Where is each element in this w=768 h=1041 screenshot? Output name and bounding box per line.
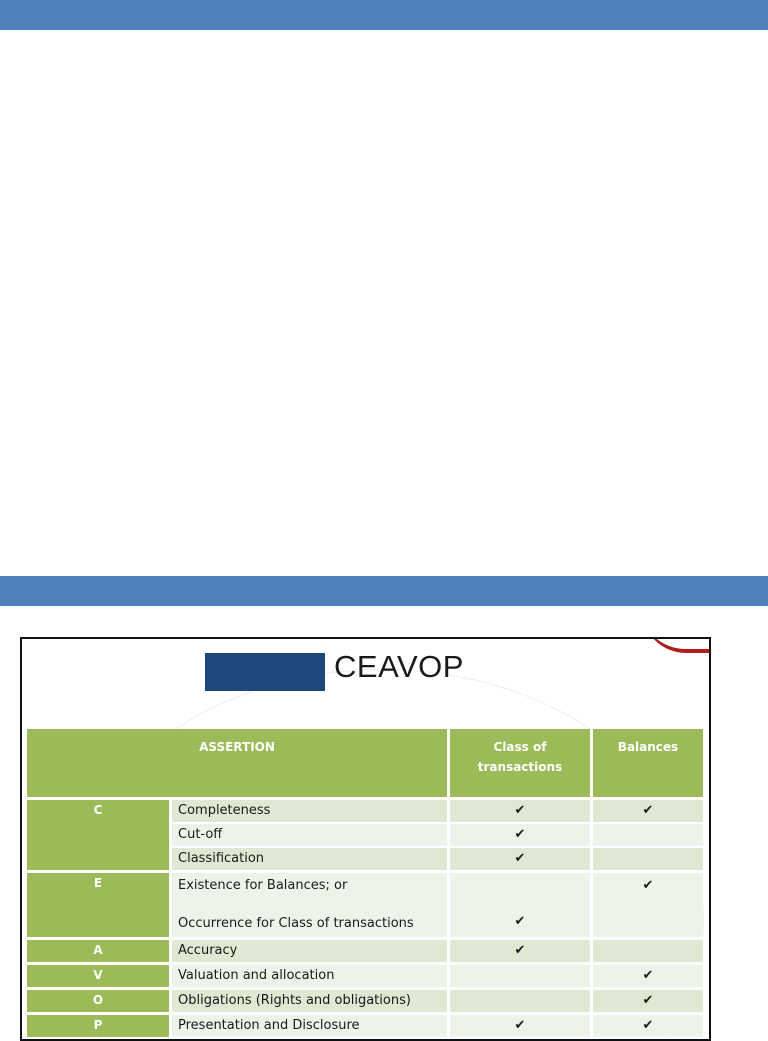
group-letter: O (27, 990, 172, 1012)
check-class: ✔ (450, 940, 593, 962)
table-row (172, 873, 703, 937)
check-class (450, 965, 593, 987)
slide-image (20, 637, 711, 1041)
group-v (27, 962, 703, 987)
group-c (27, 797, 703, 870)
table-row (172, 1015, 703, 1037)
row-label: Presentation and Disclosure (172, 1015, 450, 1037)
slide-title: CEAVOP (334, 649, 464, 684)
group-letter: V (27, 965, 172, 987)
table-header (27, 729, 703, 797)
group-p (27, 1012, 703, 1037)
check-balances (593, 873, 703, 937)
check-class (450, 873, 593, 937)
row-label: Obligations (Rights and obligations) (172, 990, 450, 1012)
top-blue-band (0, 0, 768, 30)
check-class (450, 990, 593, 1012)
table-row (172, 990, 703, 1012)
check-balances (593, 940, 703, 962)
assertions-table (27, 729, 703, 1037)
check-mark: ✔ (642, 878, 654, 893)
row-label: Cut-off (172, 824, 450, 846)
corner-red-arc (642, 637, 711, 653)
row-label: Completeness (172, 800, 450, 822)
check-class: ✔ (450, 824, 593, 846)
group-a (27, 937, 703, 962)
row-label: Accuracy (172, 940, 450, 962)
group-letter: P (27, 1015, 172, 1037)
check-balances: ✔ (593, 1015, 703, 1037)
row-label (172, 873, 450, 937)
check-class: ✔ (450, 1015, 593, 1037)
group-o (27, 987, 703, 1012)
table-row (172, 965, 703, 987)
check-class: ✔ (450, 800, 593, 822)
row-label: Classification (172, 848, 450, 870)
title-block (205, 653, 325, 691)
header-balances: Balances (593, 729, 703, 797)
check-balances: ✔ (593, 965, 703, 987)
row-label-line-2: Occurrence for Class of transactions (178, 916, 414, 931)
header-class-of-transactions: Class of transactions (450, 729, 593, 797)
group-e (27, 870, 703, 937)
table-row (172, 846, 703, 870)
group-letter: E (27, 873, 172, 937)
row-label-line-1: Existence for Balances; or (178, 878, 348, 893)
header-assertion: ASSERTION (27, 729, 450, 797)
table-row (172, 822, 703, 846)
check-class: ✔ (450, 848, 593, 870)
table-row (172, 800, 703, 822)
check-balances (593, 848, 703, 870)
check-balances (593, 824, 703, 846)
group-letter: C (27, 800, 172, 870)
middle-blue-band (0, 576, 768, 606)
table-row (172, 940, 703, 962)
group-letter: A (27, 940, 172, 962)
check-mark: ✔ (514, 914, 526, 929)
check-balances: ✔ (593, 990, 703, 1012)
row-label: Valuation and allocation (172, 965, 450, 987)
check-balances: ✔ (593, 800, 703, 822)
